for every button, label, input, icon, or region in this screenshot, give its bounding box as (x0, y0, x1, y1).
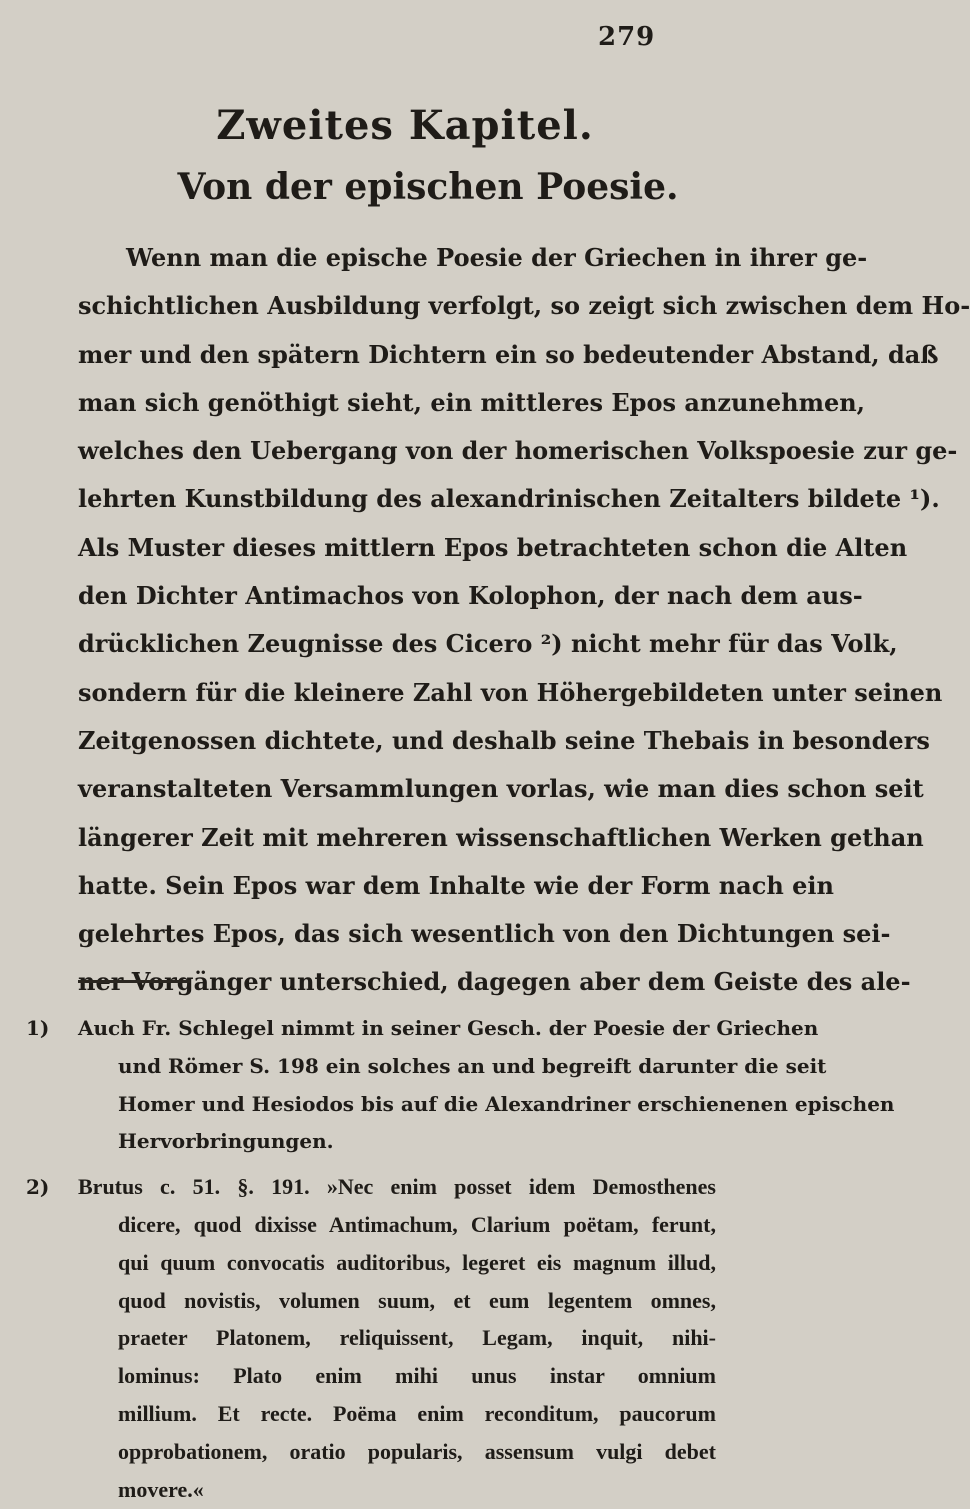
footnote-line: qui quum convocatis auditoribus, legeret eis magnum illud, (118, 1249, 716, 1275)
body-line: veranstalteten Versammlungen vorlas, wie man dies schon seit (78, 774, 924, 804)
footnote-line: und Römer S. 198 ein solches an und begreift darunter die seit (118, 1053, 827, 1078)
body-line: Als Muster dieses mittlern Epos betrachteten schon die Alten (78, 532, 908, 562)
body-line: gelehrtes Epos, das sich wesentlich von den Dichtungen sei- (78, 919, 891, 949)
footnote-line: Brutus c. 51. §. 191. »Nec enim posset idem Demosthenes (78, 1174, 716, 1200)
body-line: sondern für die kleinere Zahl von Höhergebildeten unter seinen (78, 677, 943, 707)
footnote-line: opprobationem, oratio popularis, assensum vulgi debet (118, 1438, 716, 1464)
body-line: Wenn man die epische Poesie der Griechen in ihrer ge- (126, 243, 868, 272)
footnote-1 (26, 1010, 895, 1161)
footnote-divider (78, 980, 190, 983)
footnote-line: Homer und Hesiodos bis auf die Alexandriner erschienenen epischen (118, 1091, 895, 1116)
body-line: Zeitgenossen dichtete, und deshalb seine Thebais in besonders (78, 725, 930, 755)
body-line: man sich genöthigt sieht, ein mittleres Epos anzunehmen, (78, 387, 866, 417)
body-line: mer und den spätern Dichtern ein so bedeutender Abstand, daß (78, 339, 939, 369)
footnote-marker: 1) (26, 1016, 50, 1040)
body-line: hatte. Sein Epos war dem Inhalte wie der Form nach ein (78, 870, 834, 900)
footnote-2 (26, 1169, 716, 1509)
body-line: schichtlichen Ausbildung verfolgt, so zeigt sich zwischen dem Ho- (78, 291, 970, 321)
body-line: lehrten Kunstbildung des alexandrinischen Zeitalters bildete ¹). (78, 484, 940, 514)
footnote-line: Auch Fr. Schlegel nimmt in seiner Gesch. der Poesie der Griechen (78, 1016, 819, 1040)
body-line: längerer Zeit mit mehreren wissenschaftlichen Werken gethan (78, 822, 924, 852)
body-line: den Dichter Antimachos von Kolophon, der nach dem aus- (78, 581, 863, 611)
chapter-title: Zweites Kapitel. (216, 102, 594, 149)
footnote-line: millium. Et recte. Poëma enim reconditum, paucorum (118, 1400, 716, 1426)
footnote-line: praeter Platonem, reliquissent, Legam, inquit, nihi- (118, 1325, 716, 1351)
footnote-line: Hervorbringungen. (118, 1129, 334, 1154)
footnote-line: lominus: Plato enim mihi unus instar omnium (118, 1363, 716, 1389)
body-line: drücklichen Zeugnisse des Cicero ²) nicht mehr für das Volk, (78, 629, 898, 659)
body-line: ner Vorgänger unterschied, dagegen aber dem Geiste des ale- (78, 967, 911, 997)
footnote-marker: 2) (26, 1175, 50, 1200)
footnote-line: movere.« (118, 1476, 204, 1502)
footnote-line: dicere, quod dixisse Antimachum, Clarium poëtam, ferunt, (118, 1211, 716, 1237)
body-text (78, 234, 970, 1007)
body-line: welches den Uebergang von der homerischen Volkspoesie zur ge- (78, 436, 958, 466)
section-title: Von der epischen Poesie. (177, 166, 679, 208)
footnotes (26, 1010, 895, 1509)
page-number: 279 (598, 22, 656, 52)
footnote-line: quod novistis, volumen suum, et eum legentem omnes, (118, 1287, 716, 1313)
